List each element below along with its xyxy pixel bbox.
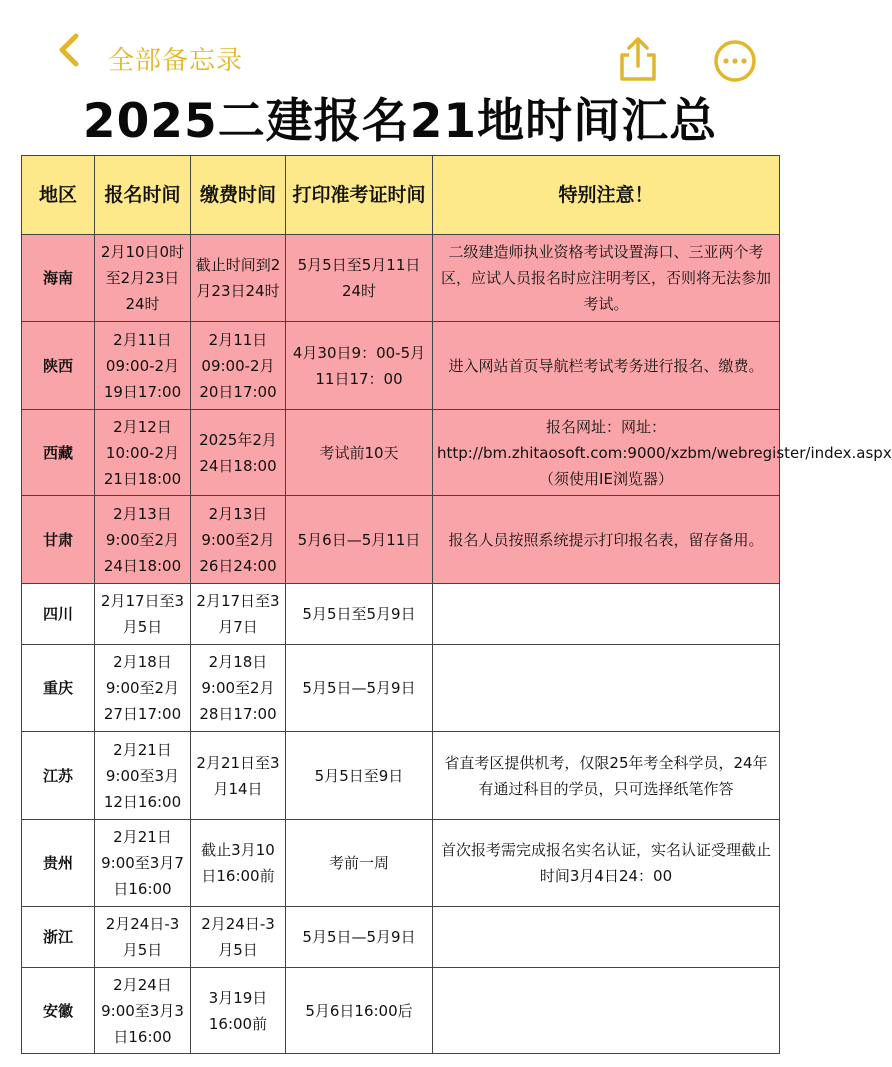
- cell-region: 四川: [22, 584, 95, 645]
- table-row: [22, 907, 780, 968]
- cell-admit-print-time: 5月5日至5月9日: [286, 584, 433, 645]
- table-row: [22, 496, 780, 584]
- cell-notes: 首次报考需完成报名实名认证，实名认证受理截止时间3月4日24：00: [433, 820, 780, 907]
- notes-topbar: [0, 0, 800, 78]
- cell-register-time: 2月21日9:00至3月7日16:00: [95, 820, 191, 907]
- cell-register-time: 2月24日9:00至3月3日16:00: [95, 968, 191, 1054]
- header-payment-time: 缴费时间: [191, 156, 286, 235]
- cell-register-time: 2月21日9:00至3月12日16:00: [95, 732, 191, 820]
- header-notes: 特别注意！: [433, 156, 780, 235]
- cell-region: 江苏: [22, 732, 95, 820]
- page-title: 2025二建报名21地时间汇总: [82, 94, 718, 149]
- cell-region: 浙江: [22, 907, 95, 968]
- cell-region: 西藏: [22, 410, 95, 496]
- cell-admit-print-time: 5月5日至9日: [286, 732, 433, 820]
- cell-region: 贵州: [22, 820, 95, 907]
- table-row: [22, 235, 780, 322]
- back-button[interactable]: [52, 28, 92, 68]
- cell-payment-time: 2月18日9:00至2月28日17:00: [191, 645, 286, 732]
- cell-admit-print-time: 5月6日16:00后: [286, 968, 433, 1054]
- cell-payment-time: 2月11日09:00-2月20日17:00: [191, 322, 286, 410]
- cell-notes: 进入网站首页导航栏考试考务进行报名、缴费。: [433, 322, 780, 410]
- cell-region: 甘肃: [22, 496, 95, 584]
- cell-register-time: 2月24日-3月5日: [95, 907, 191, 968]
- table-row: [22, 410, 780, 496]
- header-region: 地区: [22, 156, 95, 235]
- table-row: [22, 322, 780, 410]
- cell-notes: [433, 968, 780, 1054]
- cell-admit-print-time: 5月5日至5月11日24时: [286, 235, 433, 322]
- table-row: [22, 732, 780, 820]
- cell-register-time: 2月13日9:00至2月24日18:00: [95, 496, 191, 584]
- table-header-row: [22, 156, 780, 235]
- table-row: [22, 645, 780, 732]
- cell-notes: [433, 907, 780, 968]
- cell-notes: 报名人员按照系统提示打印报名表，留存备用。: [433, 496, 780, 584]
- cell-notes: [433, 645, 780, 732]
- cell-register-time: 2月10日0时至2月23日24时: [95, 235, 191, 322]
- cell-admit-print-time: 5月6日—5月11日: [286, 496, 433, 584]
- cell-region: 重庆: [22, 645, 95, 732]
- cell-admit-print-time: 考试前10天: [286, 410, 433, 496]
- share-button[interactable]: [616, 36, 660, 82]
- cell-payment-time: 截止时间到2月23日24时: [191, 235, 286, 322]
- cell-region: 陕西: [22, 322, 95, 410]
- cell-notes: [433, 584, 780, 645]
- cell-payment-time: 2月24日-3月5日: [191, 907, 286, 968]
- header-admit-print-time: 打印准考证时间: [286, 156, 433, 235]
- cell-register-time: 2月17日至3月5日: [95, 584, 191, 645]
- cell-notes: 省直考区提供机考，仅限25年考全科学员，24年有通过科目的学员，只可选择纸笔作答: [433, 732, 780, 820]
- table-row: [22, 968, 780, 1054]
- cell-admit-print-time: 5月5日—5月9日: [286, 645, 433, 732]
- cell-payment-time: 2025年2月24日18:00: [191, 410, 286, 496]
- cell-admit-print-time: 4月30日9：00-5月11日17：00: [286, 322, 433, 410]
- cell-register-time: 2月12日10:00-2月21日18:00: [95, 410, 191, 496]
- more-button[interactable]: [712, 38, 758, 84]
- cell-notes: 报名网址：网址：http://bm.zhitaosoft.com:9000/xzbm/webregister/index.aspx（须使用IE浏览器）: [433, 410, 780, 496]
- more-icon: [712, 38, 758, 84]
- cell-admit-print-time: 5月5日—5月9日: [286, 907, 433, 968]
- cell-payment-time: 2月17日至3月7日: [191, 584, 286, 645]
- table-row: [22, 820, 780, 907]
- cell-payment-time: 2月21日至3月14日: [191, 732, 286, 820]
- share-icon: [616, 36, 660, 82]
- cell-register-time: 2月18日9:00至2月27日17:00: [95, 645, 191, 732]
- cell-payment-time: 2月13日9:00至2月26日24:00: [191, 496, 286, 584]
- cell-region: 安徽: [22, 968, 95, 1054]
- cell-payment-time: 截止3月10日16:00前: [191, 820, 286, 907]
- chevron-left-icon: [52, 28, 92, 68]
- header-register-time: 报名时间: [95, 156, 191, 235]
- cell-notes: 二级建造师执业资格考试设置海口、三亚两个考区，应试人员报名时应注明考区，否则将无法参加考试。: [433, 235, 780, 322]
- back-label[interactable]: 全部备忘录: [108, 46, 244, 76]
- cell-region: 海南: [22, 235, 95, 322]
- table-row: [22, 584, 780, 645]
- cell-register-time: 2月11日09:00-2月19日17:00: [95, 322, 191, 410]
- cell-payment-time: 3月19日16:00前: [191, 968, 286, 1054]
- schedule-table: [21, 155, 892, 1054]
- cell-admit-print-time: 考前一周: [286, 820, 433, 907]
